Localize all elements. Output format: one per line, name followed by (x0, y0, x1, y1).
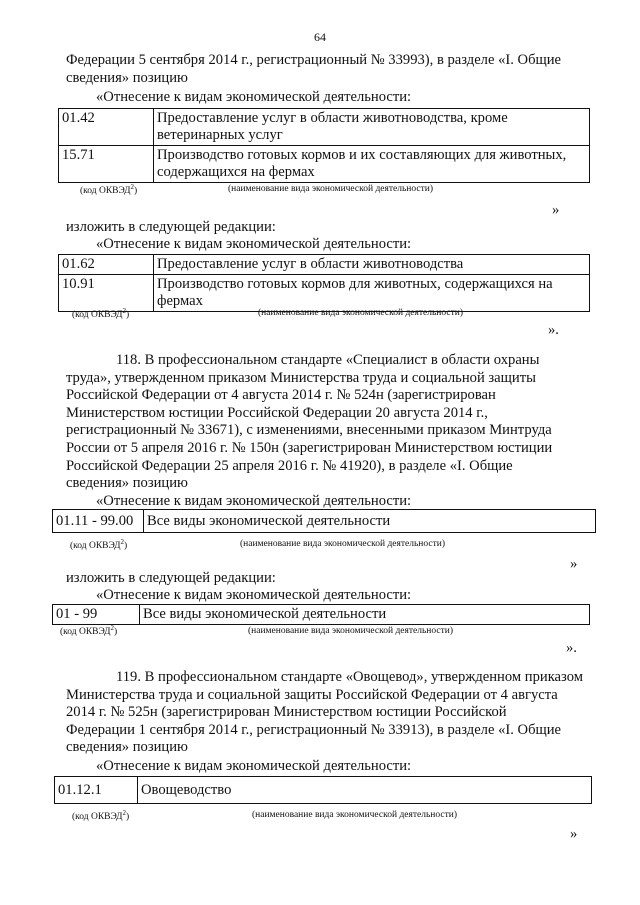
okved-code-cell: 01 - 99 (53, 605, 140, 625)
closing-quote: ». (548, 322, 559, 338)
section-heading: «Отнесение к видам экономической деятельности: (96, 587, 412, 603)
okved-code-cell: 10.91 (59, 275, 154, 312)
paragraph-118 (66, 352, 586, 493)
paragraph-line: сведения» позицию (66, 475, 188, 492)
caption-name: (наименование вида экономической деятельности) (258, 308, 463, 318)
okved-name-cell: Все виды экономической деятельности (140, 605, 590, 625)
section-heading: «Отнесение к видам экономической деятельности: (96, 236, 412, 252)
closing-quote: » (570, 826, 578, 842)
intro-line: Федерации 5 сентября 2014 г., регистрационный № 33993), в разделе «I. Общие (66, 52, 562, 68)
page-number: 64 (314, 30, 326, 44)
caption-name: (наименование вида экономической деятельности) (240, 539, 445, 549)
paragraph-line: 119. В профессиональном стандарте «Овощевод», утвержденном приказом (116, 669, 583, 685)
caption-code: (код ОКВЭД$^2$) (70, 538, 128, 552)
caption-name: (наименование вида экономической деятельности) (252, 810, 457, 820)
caption-name: (наименование вида экономической деятельности) (228, 184, 433, 194)
replace-label: изложить в следующей редакции: (66, 219, 276, 235)
okved-table-new-118 (52, 604, 590, 625)
caption-name: (наименование вида экономической деятельности) (248, 626, 453, 636)
section-heading: «Отнесение к видам экономической деятельности: (96, 758, 412, 774)
okved-name-cell: Производство готовых кормов для животных, содержащихся на фермах (154, 275, 590, 312)
okved-name-cell: Предоставление услуг в области животноводства (154, 255, 590, 275)
okved-name-cell: Производство готовых кормов и их составляющих для животных, содержащихся на фермах (154, 146, 590, 183)
table-row (59, 275, 590, 312)
paragraph-line: сведения» позицию (66, 739, 188, 756)
table-row (59, 255, 590, 275)
paragraph-line: регистрационный № 33671), с изменениями, внесенными приказом Минтруда (66, 422, 552, 439)
okved-name-cell: Предоставление услуг в области животноводства, кроме ветеринарных услуг (154, 109, 590, 146)
paragraph-119 (66, 669, 586, 757)
okved-name-cell: Овощеводство (138, 777, 592, 804)
paragraph-line: труда», утвержденном приказом Министерства труда и социальной защиты (66, 369, 536, 386)
section-heading: «Отнесение к видам экономической деятельности: (96, 89, 412, 105)
okved-code-cell: 01.12.1 (55, 777, 138, 804)
caption-code: (код ОКВЭД$^2$) (80, 183, 138, 197)
table-row (53, 605, 590, 625)
okved-name-cell: Все виды экономической деятельности (144, 510, 596, 533)
okved-table-old-119 (54, 776, 592, 804)
intro-paragraph (66, 52, 586, 87)
caption-code: (код ОКВЭД$^2$) (72, 307, 130, 321)
paragraph-line: Российской Федерации от 4 августа 2014 г. № 524н (зарегистрирован (66, 387, 496, 404)
caption-code: (код ОКВЭД$^2$) (60, 624, 118, 638)
okved-table-old-118 (52, 509, 596, 533)
paragraph-line: Федерации 1 сентября 2014 г., регистрационный № 33913), в разделе «I. Общие (66, 721, 562, 738)
okved-code-cell: 01.11 - 99.00 (53, 510, 144, 533)
table-row (59, 146, 590, 183)
caption-code: (код ОКВЭД$^2$) (72, 809, 130, 823)
paragraph-line: Российской Федерации 25 апреля 2016 г. № 41920), в разделе «I. Общие (66, 457, 513, 474)
paragraph-line: 2014 г. № 525н (зарегистрирован Министерством юстиции Российской (66, 704, 507, 721)
okved-code-cell: 15.71 (59, 146, 154, 183)
paragraph-line: Министерства труда и социальной защиты Российской Федерации от 4 августа (66, 686, 558, 703)
okved-code-cell: 01.62 (59, 255, 154, 275)
table-row (55, 777, 592, 804)
okved-table-new (58, 254, 590, 312)
closing-quote: » (552, 202, 560, 218)
okved-table-old (58, 108, 590, 183)
closing-quote: » (570, 556, 578, 572)
table-row (53, 510, 596, 533)
table-row (59, 109, 590, 146)
closing-quote: ». (566, 640, 577, 656)
intro-line: сведения» позицию (66, 69, 188, 86)
section-heading: «Отнесение к видам экономической деятельности: (96, 493, 412, 509)
paragraph-line: Министерством юстиции Российской Федерации 20 августа 2014 г., (66, 404, 488, 421)
okved-code-cell: 01.42 (59, 109, 154, 146)
paragraph-line: 118. В профессиональном стандарте «Специалист в области охраны (116, 352, 540, 368)
replace-label: изложить в следующей редакции: (66, 570, 276, 586)
paragraph-line: России от 5 апреля 2016 г. № 150н (зарегистрирован Министерством юстиции (66, 439, 553, 456)
